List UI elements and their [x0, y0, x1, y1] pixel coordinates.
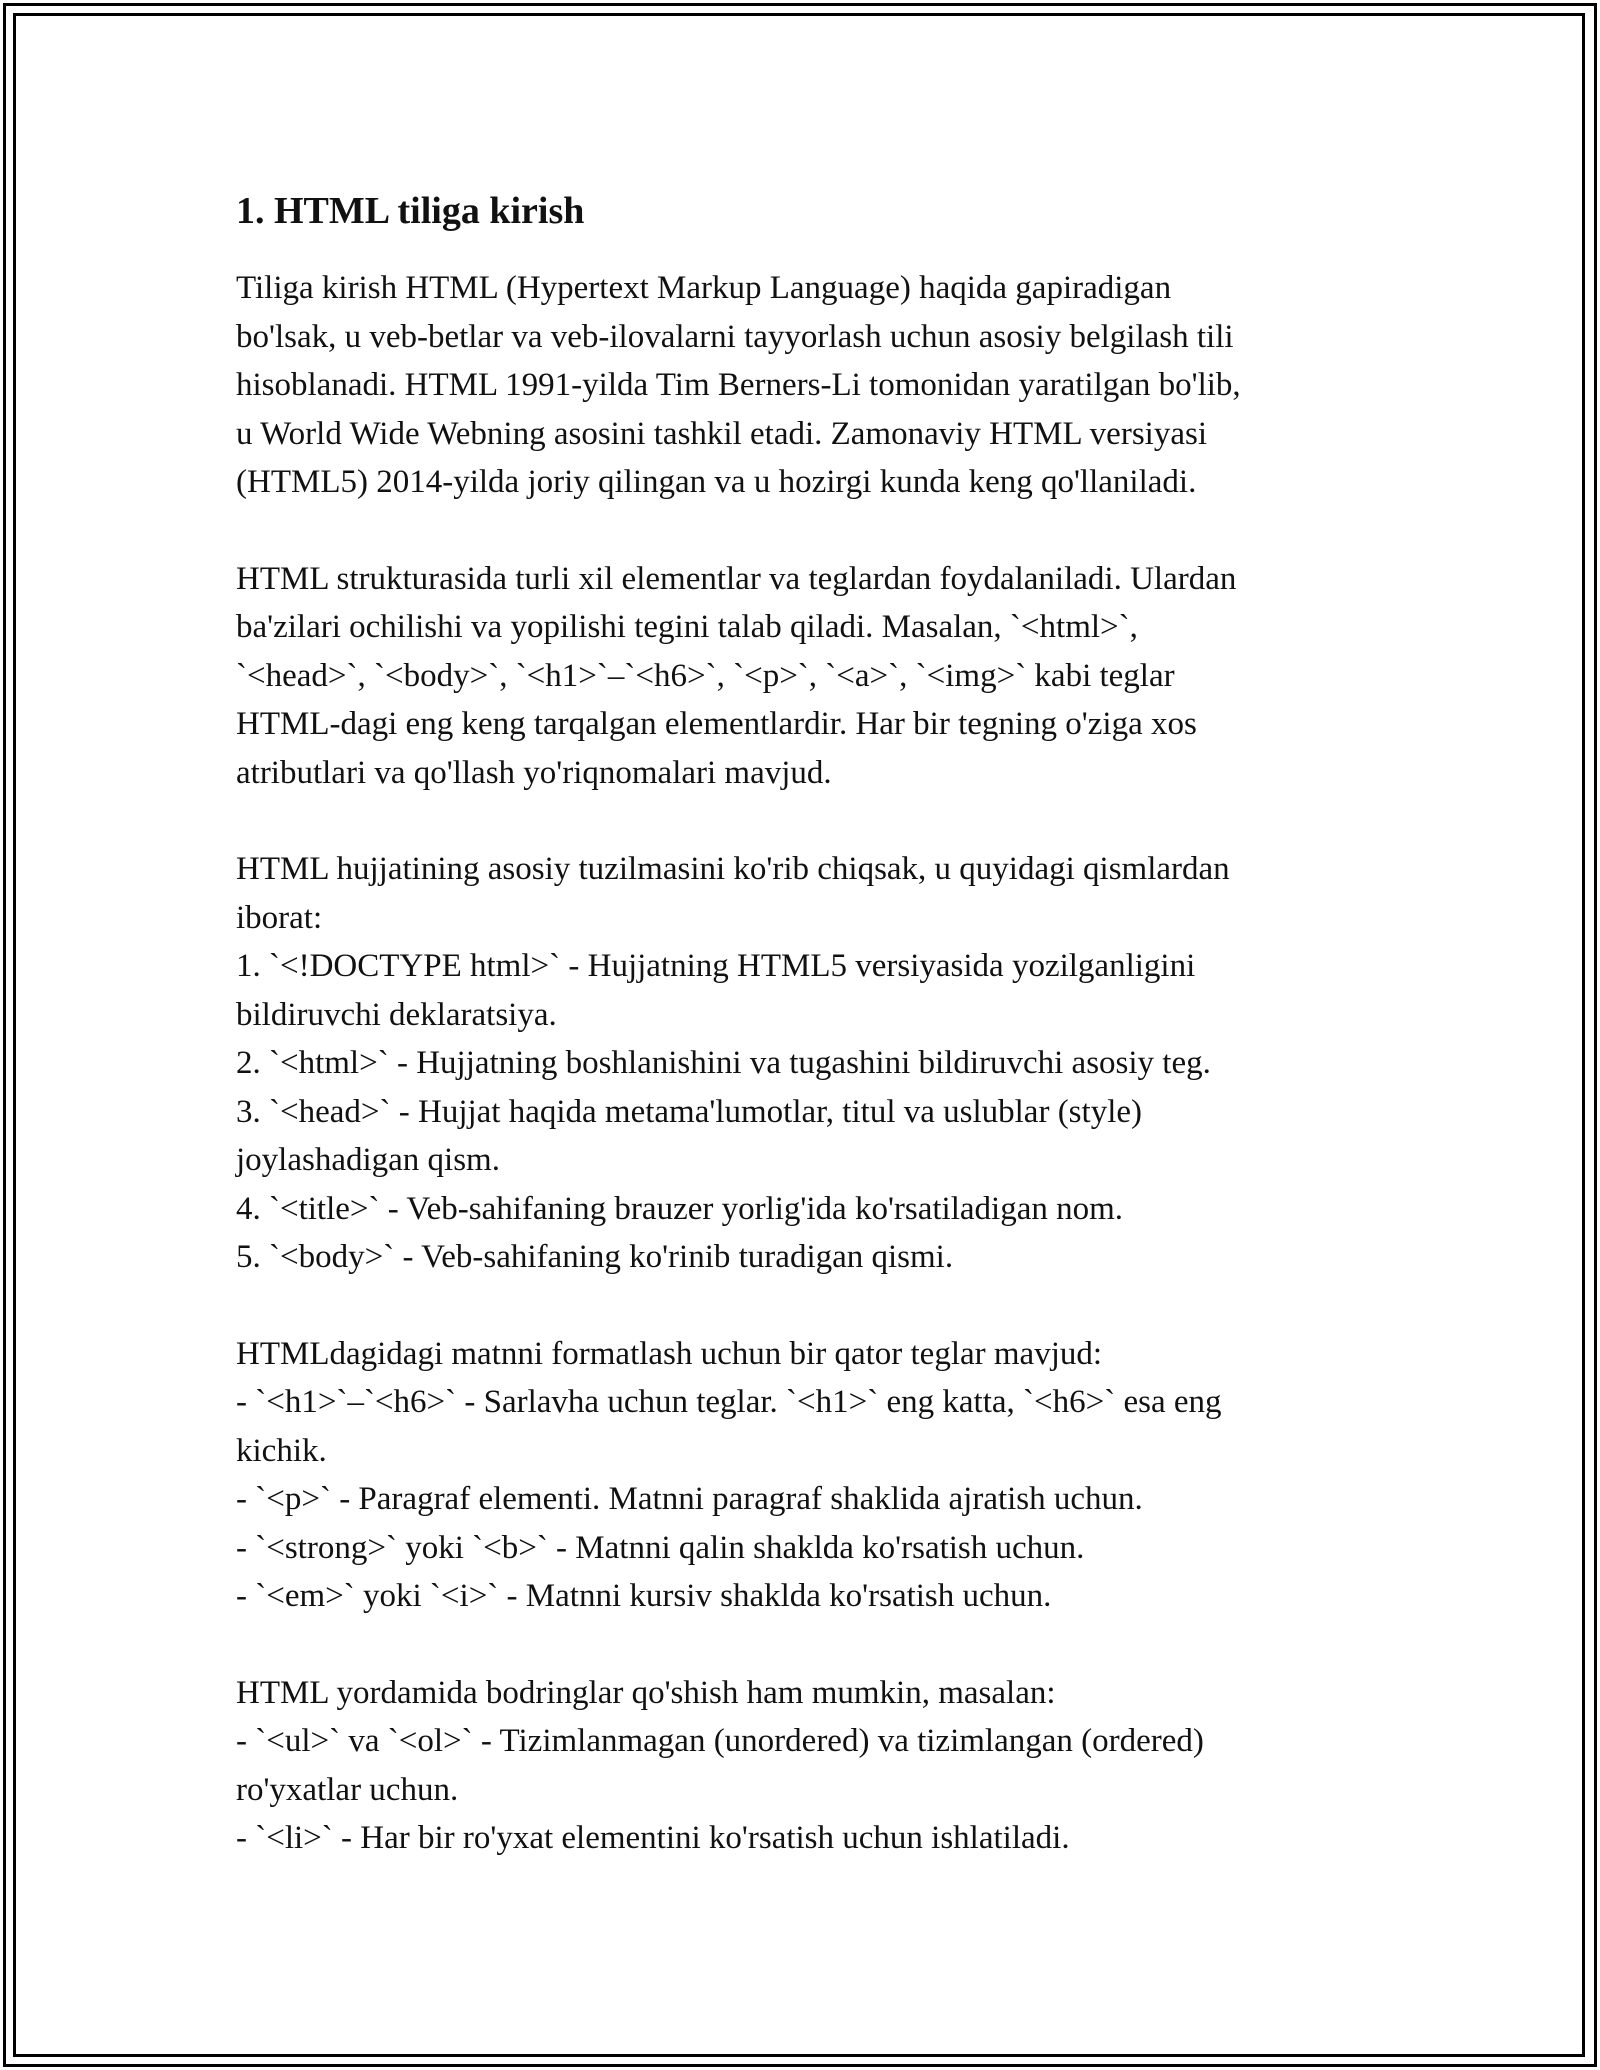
list-item: - `<em>` yoki `<i>` - Matnni kursiv shaklda ko'rsatish uchun. — [236, 1578, 1052, 1614]
list-item: - `<li>` - Har bir ro'yxat elementini ko'rsatish uchun ishlatiladi. — [236, 1820, 1070, 1856]
list-item: - `<ul>` va `<ol>` - Tizimlanmagan (unordered) va tizimlangan (ordered) — [236, 1723, 1204, 1759]
section-title: 1. HTML tiliga kirish — [236, 190, 585, 232]
paragraph-text-formatting — [236, 1330, 1376, 1621]
text-line: HTMLdagidagi matnni formatlash uchun bir qator teglar mavjud: — [236, 1335, 1103, 1372]
text-line: hisoblanadi. HTML 1991-yilda Tim Berners-Li tomonidan yaratilgan bo'lib, — [236, 367, 1241, 403]
list-item: 5. `<body>` - Veb-sahifaning ko'rinib turadigan qismi. — [236, 1239, 954, 1275]
text-line: HTML yordamida bodringlar qo'shish ham mumkin, masalan: — [236, 1674, 1056, 1711]
text-line: HTML hujjatining asosiy tuzilmasini ko'rib chiqsak, u quyidagi qismlardan — [236, 851, 1230, 887]
text-line: Tiliga kirish HTML (Hypertext Markup Language) haqida gapiradigan — [236, 270, 1172, 306]
text-line: `<head>`, `<body>`, `<h1>`–`<h6>`, `<p>`, `<a>`, `<img>` kabi teglar — [236, 657, 1175, 694]
paragraph-structure — [236, 555, 1376, 798]
list-item-continuation: bildiruvchi deklaratsiya. — [236, 996, 557, 1033]
text-line: HTML-dagi eng keng tarqalgan elementlardir. Har bir tegning o'ziga xos — [236, 706, 1197, 742]
text-line: u World Wide Webning asosini tashkil etadi. Zamonaviy HTML versiyasi — [236, 415, 1207, 452]
list-item: 4. `<title>` - Veb-sahifaning brauzer yorlig'ida ko'rsatiladigan nom. — [236, 1190, 1124, 1227]
text-line: ba'zilari ochilishi va yopilishi tegini talab qiladi. Masalan, `<html>`, — [236, 609, 1138, 645]
list-item: - `<h1>`–`<h6>` - Sarlavha uchun teglar. `<h1>` eng katta, `<h6>` esa eng — [236, 1384, 1222, 1420]
paragraph-document-structure — [236, 845, 1376, 1282]
paragraph-introduction — [236, 264, 1376, 507]
text-line: atributlari va qo'llash yo'riqnomalari mavjud. — [236, 754, 832, 791]
paragraph-lists — [236, 1669, 1376, 1863]
document-body — [236, 186, 1376, 1911]
list-item-continuation: kichik. — [236, 1432, 327, 1469]
list-item: - `<p>` - Paragraf elementi. Matnni paragraf shaklida ajratish uchun. — [236, 1481, 1143, 1517]
list-item-continuation: ro'yxatlar uchun. — [236, 1771, 459, 1808]
text-line: bo'lsak, u veb-betlar va veb-ilovalarni tayyorlash uchun asosiy belgilash tili — [236, 318, 1234, 355]
list-item-continuation: joylashadigan qism. — [236, 1142, 500, 1178]
list-item: - `<strong>` yoki `<b>` - Matnni qalin shaklda ko'rsatish uchun. — [236, 1529, 1085, 1566]
text-line: (HTML5) 2014-yilda joriy qilingan va u hozirgi kunda keng qo'llaniladi. — [236, 464, 1197, 500]
text-line: HTML strukturasida turli xil elementlar va teglardan foydalaniladi. Ulardan — [236, 560, 1237, 597]
list-item: 2. `<html>` - Hujjatning boshlanishini va tugashini bildiruvchi asosiy teg. — [236, 1045, 1211, 1081]
list-item: 3. `<head>` - Hujjat haqida metama'lumotlar, titul va uslublar (style) — [236, 1093, 1143, 1130]
list-item: 1. `<!DOCTYPE html>` - Hujjatning HTML5 versiyasida yozilganligini — [236, 948, 1196, 984]
text-line: iborat: — [236, 899, 323, 936]
